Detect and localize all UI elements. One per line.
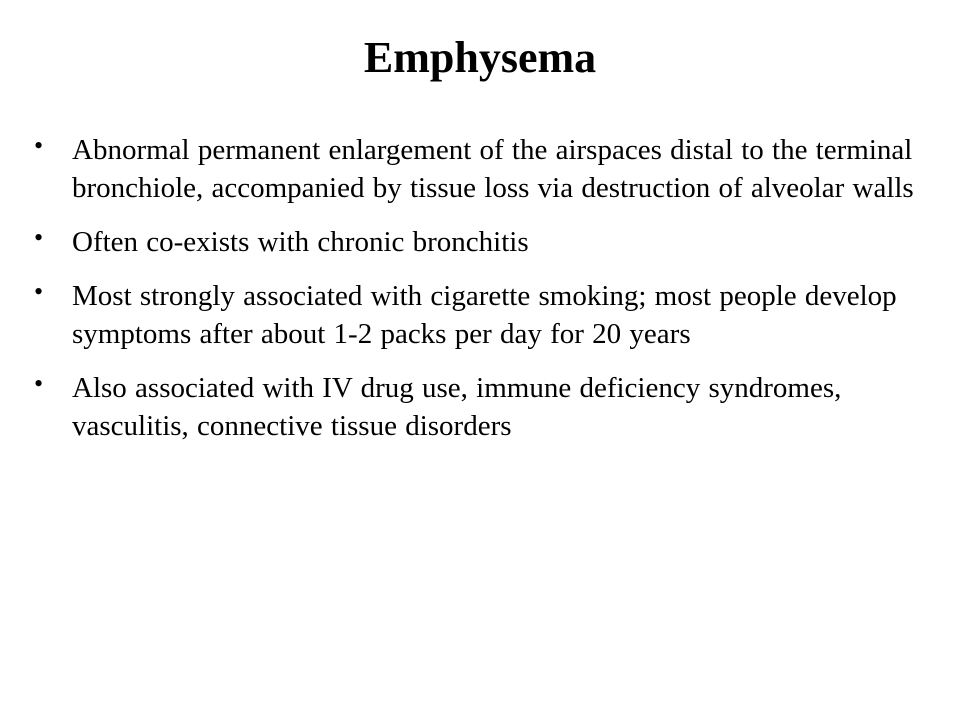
bullet-dot-icon: • [34,131,44,160]
bullet-text: Most strongly associated with cigarette smoking; most people develop symptoms after about 1-2 packs per day for 20 years [72,280,897,350]
bullet-text: Also associated with IV drug use, immune deficiency syndromes, vasculitis, connective tissue disorders [72,372,842,442]
bullet-item [34,223,914,261]
bullet-item [34,369,914,445]
bullet-dot-icon: • [34,223,44,252]
slide-title: Emphysema [363,33,597,82]
bullet-dot-icon: • [34,277,44,306]
bullet-list [34,131,914,461]
bullet-item [34,131,914,207]
bullet-text: Abnormal permanent enlargement of the airspaces distal to the terminal bronchiole, accompanied by tissue loss via destruction of alveolar walls [72,134,914,204]
bullet-item [34,277,914,353]
bullet-text: Often co-exists with chronic bronchitis [72,226,529,258]
bullet-dot-icon: • [34,369,44,398]
